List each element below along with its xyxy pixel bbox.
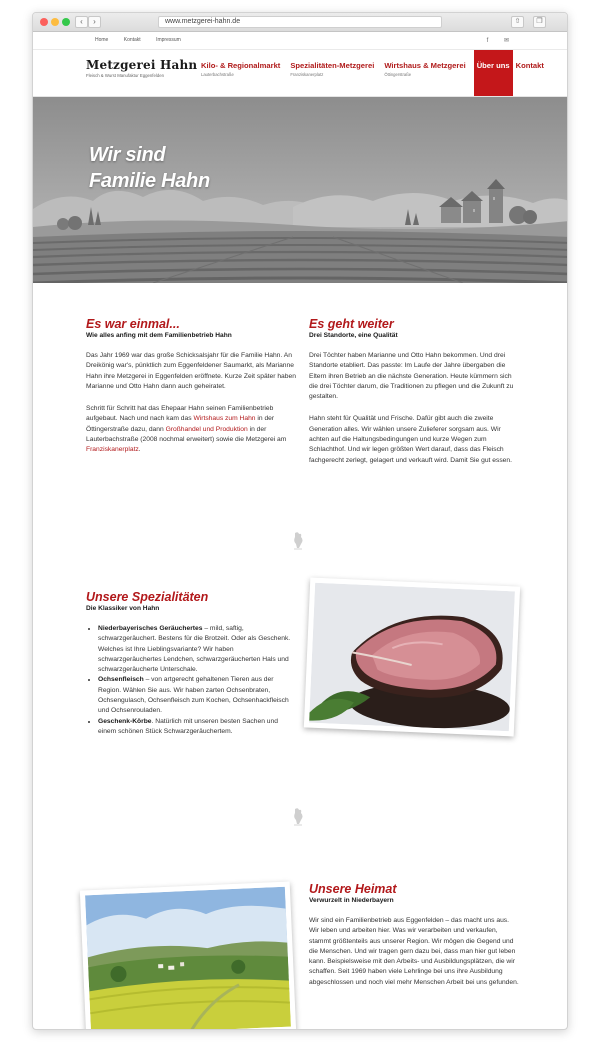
paragraph: Drei Töchter haben Marianne und Otto Hahn bekommen. Und drei Standorte etabliert. Das passte: Im Laufe der Jahre übergaben die Eltern ihren Betrieb an die nächste Generation. Heute kümmern sich die drei Töchter darum, die Traditionen zu pflegen und die Zukunft zu gestalten. bbox=[309, 352, 514, 401]
rooster-divider-icon bbox=[291, 807, 305, 827]
zoom-window-button[interactable] bbox=[62, 18, 70, 26]
item-name: Geschenk-Körbe bbox=[98, 717, 152, 725]
nav-item-sublabel: Öttingerstraße bbox=[384, 72, 412, 77]
paragraph: Wir sind ein Familienbetrieb aus Eggenfelden – das macht uns aus. Wir leben und arbeiten hier. Was wir verarbeiten und verkaufen, stammt größtenteils aus unserer Region. Wir mögen die Gegend und die Menschen. Und wir tragen gern dazu bei, dass man hier gut leben kann. Beispielsweise mit den Arbeits- und Ausbildungsplätzen, die wir schaffen. Seit 1969 haben viele Lehrlinge bei uns ihre Ausbildung abgeschlossen und noch viel mehr Menschen Arbeit bei uns gefunden. bbox=[309, 917, 519, 986]
chevron-right-icon[interactable]: › bbox=[88, 16, 101, 28]
item-text: . Natürlich mit unseren besten Sachen und einem schönen Stück Schwarzgeräuchertem. bbox=[98, 717, 278, 735]
logo-subtitle: Fleisch & Wurst Manufaktur Eggenfelden bbox=[86, 73, 165, 78]
site-header bbox=[33, 50, 567, 97]
nav-item-spezialitaeten[interactable] bbox=[288, 50, 378, 96]
text: in der Öttingerstraße dazu, dann bbox=[86, 415, 275, 433]
specialties-list bbox=[86, 624, 294, 737]
nav-item-ueber-uns[interactable] bbox=[474, 50, 513, 96]
landscape-photo bbox=[80, 881, 296, 1030]
paragraph bbox=[86, 404, 296, 455]
list-item bbox=[98, 675, 294, 716]
list-item bbox=[98, 624, 294, 675]
nav-item-sublabel: Franziskanerplatz bbox=[290, 72, 324, 77]
item-name: Ochsenfleisch bbox=[98, 676, 144, 684]
nav-item-wirtshaus[interactable] bbox=[382, 50, 469, 96]
nav-item-label: Kilo- & Regionalmarkt bbox=[201, 61, 281, 70]
smoked-ham-image bbox=[309, 583, 515, 732]
close-window-button[interactable] bbox=[40, 18, 48, 26]
browser-toolbar bbox=[33, 13, 567, 32]
logo[interactable] bbox=[86, 58, 197, 78]
social-links bbox=[473, 37, 509, 44]
link-wirtshaus[interactable]: Wirtshaus zum Hahn bbox=[193, 415, 256, 423]
item-name: Niederbayerisches Geräuchertes bbox=[98, 625, 203, 632]
text: in der Lauterbachstraße (2008 nochmal erweitert) sowie die Metzgerei am bbox=[86, 425, 287, 444]
nav-item-label: Wirtshaus & Metzgerei bbox=[384, 61, 466, 70]
nav-item-label: Über uns bbox=[476, 61, 510, 70]
smoked-ham-photo bbox=[304, 577, 520, 736]
list-item bbox=[98, 717, 294, 738]
hero-title-line1: Wir sind bbox=[89, 144, 166, 166]
link-grosshandel[interactable]: Großhandel und Produktion bbox=[165, 425, 248, 433]
share-icon[interactable]: ⇧ bbox=[511, 16, 524, 28]
section-title: Unsere Heimat bbox=[309, 882, 397, 896]
mail-icon[interactable]: ✉ bbox=[503, 38, 509, 44]
nav-item-label: Kontakt bbox=[515, 61, 544, 70]
paragraph: Das Jahr 1969 war das große Schicksalsjahr für die Familie Hahn. An Dreikönig war's, pünktlich zum Eggenfeldener Saumarkt, als Marianne Hahn ihre Metzgerei in Eggenfelden eröffnete. Kurze Zeit später haben Marianne und Otto Hahn dann auch geheiratet. bbox=[86, 352, 296, 390]
browser-window bbox=[32, 12, 568, 1030]
nav-item-label: Spezialitäten-Metzgerei bbox=[290, 61, 375, 70]
paragraph: Hahn steht für Qualität und Frische. Dafür gibt auch die zweite Generation alles. Wir wählen unsere Zulieferer sorgsam aus. Wir achten auf die Haltungsbedingungen und kurze Wegen zum Schlachthof. Und wir legen größten Wert darauf, dass das Fleisch fachgerecht zerlegt, gelagert und verkauft wird. Damit Sie gut essen. bbox=[309, 415, 512, 464]
section-title: Es war einmal... bbox=[86, 317, 180, 331]
section-heimat bbox=[309, 882, 519, 988]
item-text: – von artgerecht gehaltenen Tieren aus der Region. Wählen Sie aus. Wir haben zarten Ochsenbraten, Ochsengulasch, Ochsenfleisch zum Kochen, Ochsenhackfleisch und Ochsenrouladen. bbox=[98, 676, 289, 715]
logo-title: Metzgerei Hahn bbox=[86, 58, 198, 72]
top-link-kontakt[interactable]: Kontakt bbox=[123, 37, 141, 43]
section-subtitle: Drei Standorte, eine Qualität bbox=[309, 332, 398, 339]
item-text: – mild, saftig, schwarzgeräuchert. Bestens für die Brotzeit. Oder als Geschenk. Welches ist Ihre Lieblingsvariante? Wir haben schwarzgeräuchertes Lendchen, schwarzgeräucherten Hals und schwarzgeräucherte Unterschale. bbox=[98, 625, 291, 674]
minimize-window-button[interactable] bbox=[51, 18, 59, 26]
web-page bbox=[33, 33, 567, 986]
section-specialties bbox=[86, 590, 294, 737]
section-subtitle: Die Klassiker von Hahn bbox=[86, 605, 160, 612]
section-subtitle: Wie alles anfing mit dem Familienbetrieb Hahn bbox=[86, 332, 232, 339]
hero-banner bbox=[33, 97, 567, 283]
section-history-right bbox=[309, 317, 519, 466]
chevron-left-icon[interactable]: ‹ bbox=[75, 16, 88, 28]
section-subtitle: Verwurzelt in Niederbayern bbox=[309, 897, 394, 904]
text: Schritt für Schritt hat das Ehepaar Hahn seinen Familienbetrieb aufgebaut. Nach und nach kam das bbox=[86, 405, 274, 423]
nav-item-kontakt[interactable] bbox=[513, 50, 548, 96]
top-link-home[interactable]: Home bbox=[95, 37, 109, 43]
nav-item-regionalmarkt[interactable] bbox=[199, 50, 284, 96]
section-history-left bbox=[86, 317, 296, 456]
top-link-impressum[interactable]: Impressum bbox=[156, 37, 181, 43]
facebook-icon[interactable]: f bbox=[486, 38, 489, 44]
top-bar bbox=[33, 33, 567, 50]
top-links bbox=[95, 37, 195, 43]
address-bar[interactable]: www.metzgerei-hahn.de bbox=[158, 16, 442, 28]
tabs-icon[interactable]: ❐ bbox=[533, 16, 546, 28]
main-nav bbox=[199, 50, 552, 96]
link-franziskanerplatz[interactable]: Franziskanerplatz bbox=[86, 446, 139, 454]
text: . bbox=[138, 446, 141, 454]
nav-item-sublabel: Lauterbachstraße bbox=[201, 72, 234, 77]
rooster-divider-icon bbox=[291, 531, 305, 551]
section-title: Es geht weiter bbox=[309, 317, 394, 331]
section-title: Unsere Spezialitäten bbox=[86, 590, 209, 604]
hero-title-line2: Familie Hahn bbox=[89, 170, 210, 192]
hero-title bbox=[89, 142, 210, 194]
landscape-image bbox=[85, 887, 291, 1030]
